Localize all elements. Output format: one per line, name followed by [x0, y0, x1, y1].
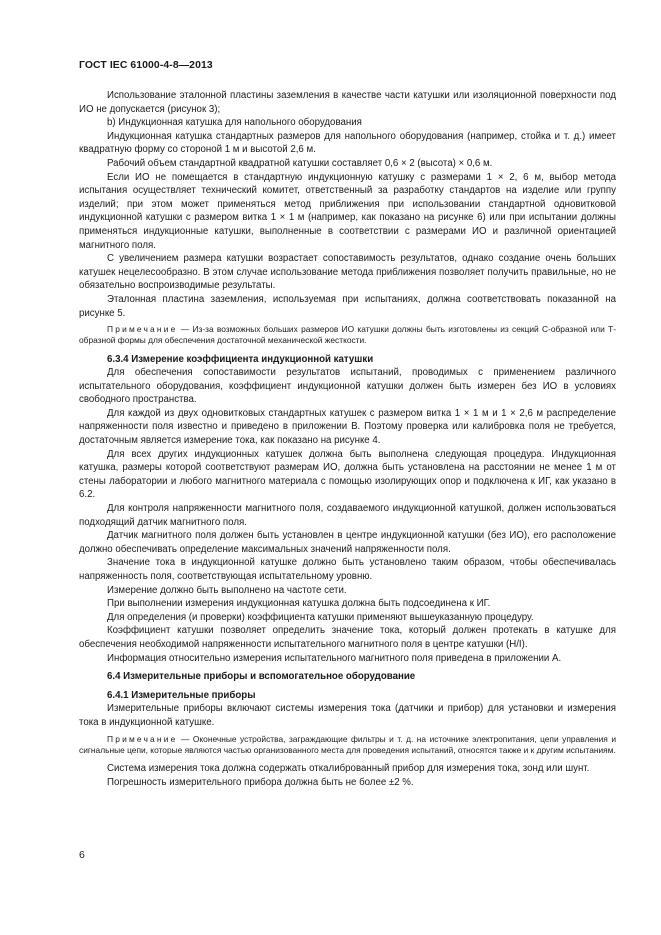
paragraph: Для определения (и проверки) коэффициента катушки применяют вышеуказанную процедуру. [107, 611, 534, 623]
paragraph: Для всех других индукционных катушек должна быть выполнена следующая процедура. Индукционная катушка, размеры которой соответствуют размерам ИО, должна быть установлена на расстоянии не менее 1 м от стены лаборатории и любого магнитного материала с помощью изолирующих опор и подключена к ИГ, как указано в 6.2. [79, 448, 616, 501]
paragraph: Система измерения тока должна содержать откалиброванный прибор для измерения тока, зонд или шунт. [107, 762, 590, 774]
note-text: Из-за возможных больших размеров ИО катушки должны быть изготовлены из секций С-образной или Т-образной формы для обеспечения достаточной механической жесткости. [79, 324, 617, 346]
section-heading-6-4: 6.4 Измерительные приборы и вспомогательное оборудование [107, 671, 416, 683]
note-label: Примечание [107, 733, 178, 744]
paragraph: С увеличением размера катушки возрастает сопоставимость результатов, однако создание очень больших катушек нецелесообразно. В этом случае использование метода приближения позволяет получить правильные, но не обязательно воспроизводимые результаты. [79, 253, 616, 292]
note-label: Примечание [107, 324, 178, 335]
note-dash: — [181, 733, 190, 744]
paragraph: Информация относительно измерения испытательного магнитного поля приведена в приложении А. [107, 652, 562, 664]
paragraph: Погрешность измерительного прибора должна быть не более ±2 %. [107, 776, 414, 788]
document-header: ГОСТ IEC 61000-4-8—2013 [79, 60, 213, 71]
paragraph: Датчик магнитного поля должен быть установлен в центре индукционной катушки (без ИО), его расположение должно обеспечивать определение максимальных значений напряженности поля. [79, 530, 616, 555]
paragraph: При выполнении измерения индукционная катушка должна быть подсоединена к ИГ. [107, 598, 491, 610]
note-text: Оконечные устройства, заграждающие фильтры и т. д. на источнике электропитания, цепи управления и сигнальные цепи, которые являются частью организованного места для проведения испытаний, относятся также и к другим испытаниям. [79, 733, 617, 755]
note [79, 324, 616, 346]
paragraph: Для обеспечения сопоставимости результатов испытаний, проводимых с применением различного испытательного оборудования, коэффициент индукционной катушки должен быть измерен без ИО в условиях свободного пространства. [79, 367, 616, 406]
paragraph: Измерение должно быть выполнено на частоте сети. [107, 584, 347, 596]
paragraph: Для контроля напряженности магнитного поля, создаваемого индукционной катушкой, должен использоваться подходящий датчик магнитного поля. [79, 503, 616, 528]
paragraph: Значение тока в индукционной катушке должно быть установлено таким образом, чтобы обеспечивалась напряженность поля, соответствующая испытательному уровню. [79, 557, 616, 582]
note [79, 734, 616, 756]
paragraph: Для каждой из двух одновитковых стандартных катушек с размером витка 1 × 1 м и 1 × 2,6 м распределение напряженности поля известно и приведено в приложении В. Поэтому проверка или калибровка поля не требуется, достаточным является измерение тока, как показано на рисунке 4. [79, 407, 616, 447]
paragraph: Индукционная катушка стандартных размеров для напольного оборудования (например, стойка и т. д.) имеет квадратную форму со стороной 1 м и высотой 2,6 м. [79, 130, 616, 156]
document-body [79, 89, 616, 789]
section-heading-6-3-4: 6.3.4 Измерение коэффициента индукционной катушки [107, 353, 374, 365]
paragraph: Если ИО не помещается в стандартную индукционную катушку с размерами 1 × 2, 6 м, выбор метода испытания осуществляет технический комитет, ответственный за разработку стандартов на изделие или группу изделий; при этом может применяться метод приближения при использовании стандартной одновитковой индукционной катушки с размером витка 1 × 1 м (например, как показано на рисунке 6) или при испытании должны применяться индукционные катушки, выполненные в соответствии с размерами ИО и различной ориентацией магнитного поля. [79, 171, 616, 251]
paragraph: Рабочий объем стандартной квадратной катушки составляет 0,6 × 2 (высота) × 0,6 м. [107, 157, 493, 169]
list-item-b: b) Индукционная катушка для напольного оборудования [107, 117, 362, 129]
page-number: 6 [79, 850, 85, 861]
section-heading-6-4-1: 6.4.1 Измерительные приборы [107, 689, 256, 701]
paragraph: Измерительные приборы включают системы измерения тока (датчики и прибор) для установки и измерения тока в индукционной катушке. [79, 703, 616, 728]
paragraph: Коэффициент катушки позволяет определить значение тока, который должен протекать в катушке для обеспечения необходимой напряженности испытательного магнитного поля в центре катушки (H/I). [79, 625, 616, 650]
paragraph: Эталонная пластина заземления, используемая при испытаниях, должна соответствовать показанной на рисунке 5. [79, 293, 616, 319]
note-dash: — [180, 324, 190, 335]
paragraph: Использование эталонной пластины заземления в качестве части катушки или изоляционной поверхности под ИО не допускается (рисунок 3); [79, 90, 616, 115]
